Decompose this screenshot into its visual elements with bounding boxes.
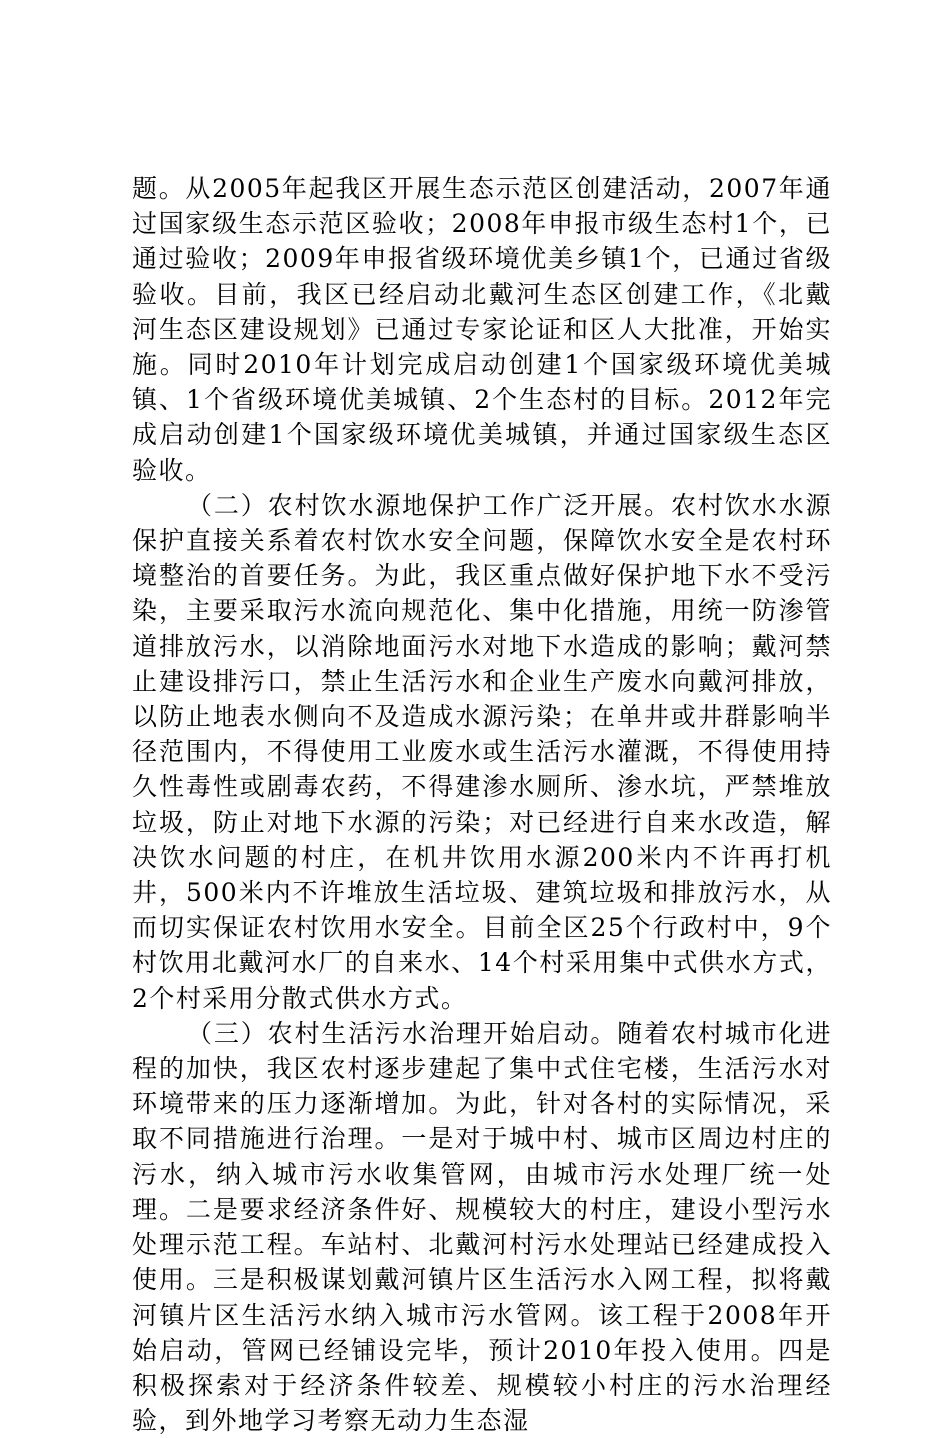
- paragraph-sewage-treatment: （三）农村生活污水治理开始启动。随着农村城市化进程的加快，我区农村逐步建起了集中式住宅楼，生活污水对环境带来的压力逐渐增加。为此，针对各村的实际情况，采取不同措施进行治理。一是对于城中村、城市区周边村庄的污水，纳入城市污水收集管网，由城市污水处理厂统一处理。二是要求经济条件好、规模较大的村庄，建设小型污水处理示范工程。车站村、北戴河村污水处理站已经建成投入使用。三是积极谋划戴河镇片区生活污水入网工程，拟将戴河镇片区生活污水纳入城市污水管网。该工程于2008年开始启动，管网已经铺设完毕，预计2010年投入使用。四是积极探索对于经济条件较差、规模较小村庄的污水治理经验，到外地学习考察无动力生态湿: [132, 1018, 832, 1436]
- document-body: [132, 171, 832, 1438]
- paragraph-continuation: 题。从2005年起我区开展生态示范区创建活动，2007年通过国家级生态示范区验收；2008年申报市级生态村1个，已通过验收；2009年申报省级环境优美乡镇1个，已通过省级验收。目前，我区已经启动北戴河生态区创建工作，《北戴河生态区建设规划》已通过专家论证和区人大批准，开始实施。同时2010年计划完成启动创建1个国家级环境优美城镇、1个省级环境优美城镇、2个生态村的目标。2012年完成启动创建1个国家级环境优美城镇，并通过国家级生态区验收。: [132, 174, 832, 485]
- paragraph-water-source-protection: （二）农村饮水源地保护工作广泛开展。农村饮水水源保护直接关系着农村饮水安全问题，保障饮水安全是农村环境整治的首要任务。为此，我区重点做好保护地下水不受污染，主要采取污水流向规范化、集中化措施，用统一防渗管道排放污水，以消除地面污水对地下水造成的影响；戴河禁止建设排污口，禁止生活污水和企业生产废水向戴河排放，以防止地表水侧向不及造成水源污染；在单井或井群影响半径范围内，不得使用工业废水或生活污水灌溉，不得使用持久性毒性或剧毒农药，不得建渗水厕所、渗水坑，严禁堆放垃圾，防止对地下水源的污染；对已经进行自来水改造，解决饮水问题的村庄，在机井饮用水源200米内不许再打机井，500米内不许堆放生活垃圾、建筑垃圾和排放污水，从而切实保证农村饮用水安全。目前全区25个行政村中，9个村饮用北戴河水厂的自来水、14个村采用集中式供水方式，2个村采用分散式供水方式。: [132, 490, 832, 1013]
